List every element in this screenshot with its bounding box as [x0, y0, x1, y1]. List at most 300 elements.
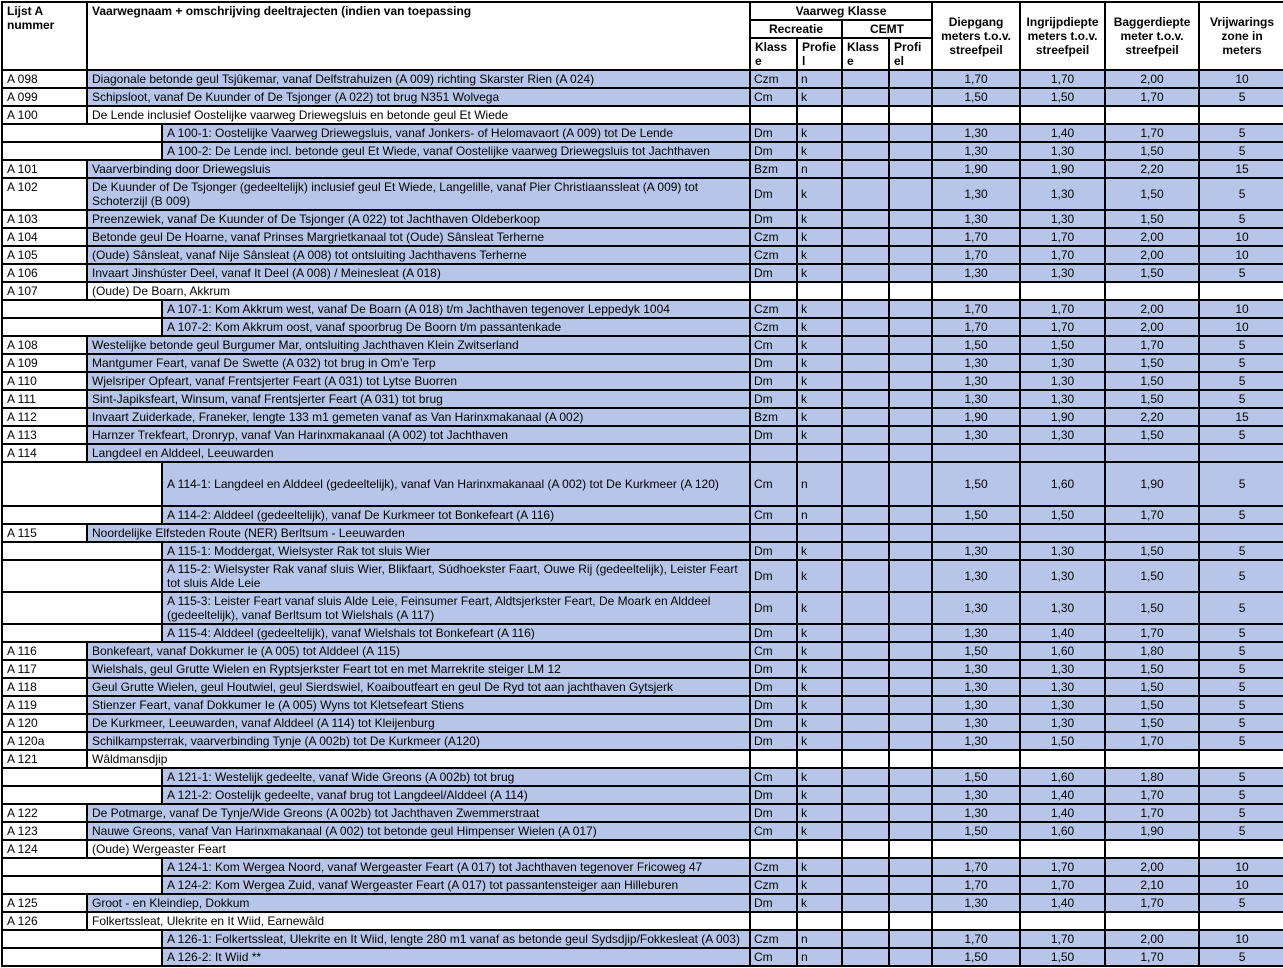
- cell-cemt-klasse: [842, 624, 889, 642]
- cell-cemt-profiel: [889, 542, 932, 560]
- cell-description: A 100-1: Oostelijke Vaarweg Driewegsluis, vanaf Jonkers- of Helomavaort (A 009) tot De Lende: [162, 124, 750, 142]
- cell-ingrijpdiepte: 1,50: [1020, 732, 1105, 750]
- cell-cemt-profiel: [889, 462, 932, 506]
- cell-cemt-profiel: [889, 894, 932, 912]
- cell-cemt-profiel: [889, 70, 932, 88]
- column-header-lijst-a-nummer: Lijst A nummer: [2, 2, 87, 70]
- cell-cemt-klasse: [842, 444, 889, 462]
- table-row: [2, 858, 1283, 876]
- table-row: [2, 696, 1283, 714]
- cell-ingrijpdiepte: 1,50: [1020, 506, 1105, 524]
- cell-diepgang: 1,50: [932, 642, 1020, 660]
- header-row-1: [2, 2, 1283, 20]
- cell-cemt-klasse: [842, 894, 889, 912]
- cell-recreatie-klasse: Czm: [750, 228, 797, 246]
- cell-nummer: A 113: [2, 426, 87, 444]
- cell-recreatie-klasse: Cm: [750, 642, 797, 660]
- cell-vrijwaringszone: 5: [1199, 88, 1283, 106]
- cell-recreatie-profiel: k: [797, 88, 842, 106]
- cell-vrijwaringszone: 10: [1199, 876, 1283, 894]
- cell-recreatie-profiel: k: [797, 142, 842, 160]
- cell-ingrijpdiepte: 1,40: [1020, 804, 1105, 822]
- cell-vrijwaringszone: 5: [1199, 336, 1283, 354]
- cell-recreatie-klasse: Dm: [750, 732, 797, 750]
- cell-baggerdiepte: 2,00: [1105, 228, 1199, 246]
- cell-recreatie-klasse: Czm: [750, 70, 797, 88]
- cell-recreatie-klasse: [750, 106, 797, 124]
- cell-diepgang: 1,90: [932, 160, 1020, 178]
- cell-diepgang: 1,30: [932, 696, 1020, 714]
- cell-cemt-profiel: [889, 426, 932, 444]
- cell-recreatie-klasse: Czm: [750, 930, 797, 948]
- cell-description: Wjelsriper Opfeart, vanaf Frentsjerter Feart (A 031) tot Lytse Buorren: [87, 372, 750, 390]
- cell-cemt-klasse: [842, 390, 889, 408]
- cell-recreatie-profiel: k: [797, 592, 842, 624]
- column-header-vaarwegnaam: Vaarwegnaam + omschrijving deeltrajecten (indien van toepassing: [87, 2, 750, 70]
- cell-recreatie-klasse: Czm: [750, 876, 797, 894]
- cell-recreatie-klasse: Dm: [750, 142, 797, 160]
- cell-vrijwaringszone: [1199, 524, 1283, 542]
- cell-cemt-profiel: [889, 660, 932, 678]
- column-header-cemt: CEMT: [842, 20, 932, 38]
- cell-ingrijpdiepte: 1,50: [1020, 88, 1105, 106]
- table-row: [2, 678, 1283, 696]
- cell-ingrijpdiepte: 1,60: [1020, 642, 1105, 660]
- cell-cemt-profiel: [889, 930, 932, 948]
- cell-cemt-klasse: [842, 660, 889, 678]
- cell-cemt-profiel: [889, 506, 932, 524]
- cell-recreatie-profiel: k: [797, 858, 842, 876]
- table-row: [2, 264, 1283, 282]
- cell-ingrijpdiepte: 1,40: [1020, 894, 1105, 912]
- cell-baggerdiepte: 1,50: [1105, 592, 1199, 624]
- cell-vrijwaringszone: 5: [1199, 642, 1283, 660]
- cell-vrijwaringszone: [1199, 282, 1283, 300]
- cell-cemt-profiel: [889, 106, 932, 124]
- cell-vrijwaringszone: 5: [1199, 264, 1283, 282]
- cell-ingrijpdiepte: 1,30: [1020, 142, 1105, 160]
- cell-ingrijpdiepte: 1,40: [1020, 124, 1105, 142]
- cell-vrijwaringszone: [1199, 444, 1283, 462]
- column-header-recreatie-klasse: Klasse: [750, 38, 797, 70]
- cell-ingrijpdiepte: 1,30: [1020, 714, 1105, 732]
- cell-cemt-profiel: [889, 282, 932, 300]
- cell-cemt-profiel: [889, 750, 932, 768]
- cell-nummer: A 111: [2, 390, 87, 408]
- cell-nummer: A 110: [2, 372, 87, 390]
- cell-cemt-klasse: [842, 210, 889, 228]
- table-row: [2, 228, 1283, 246]
- table-row: [2, 912, 1283, 930]
- cell-ingrijpdiepte: 1,30: [1020, 660, 1105, 678]
- cell-baggerdiepte: 1,70: [1105, 336, 1199, 354]
- cell-baggerdiepte: 2,10: [1105, 876, 1199, 894]
- cell-nummer: A 120: [2, 714, 87, 732]
- cell-recreatie-profiel: k: [797, 354, 842, 372]
- cell-ingrijpdiepte: 1,30: [1020, 696, 1105, 714]
- cell-description: De Kurkmeer, Leeuwarden, vanaf Alddeel (A 114) tot Kleijenburg: [87, 714, 750, 732]
- column-header-vaarweg-klasse: Vaarweg Klasse: [750, 2, 932, 20]
- cell-diepgang: [932, 840, 1020, 858]
- cell-description: Noordelijke Elfsteden Route (NER) Berltsum - Leeuwarden: [87, 524, 750, 542]
- cell-nummer: [2, 592, 162, 624]
- cell-cemt-profiel: [889, 678, 932, 696]
- cell-description: A 115-1: Moddergat, Wielsyster Rak tot sluis Wier: [162, 542, 750, 560]
- cell-nummer: [2, 560, 162, 592]
- cell-baggerdiepte: 1,80: [1105, 768, 1199, 786]
- cell-cemt-klasse: [842, 462, 889, 506]
- cell-vrijwaringszone: 5: [1199, 506, 1283, 524]
- cell-diepgang: 1,30: [932, 560, 1020, 592]
- cell-baggerdiepte: 1,50: [1105, 142, 1199, 160]
- cell-ingrijpdiepte: 1,50: [1020, 336, 1105, 354]
- cell-cemt-profiel: [889, 912, 932, 930]
- cell-description: Harnzer Trekfeart, Dronryp, vanaf Van Harinxmakanaal (A 002) tot Jachthaven: [87, 426, 750, 444]
- cell-ingrijpdiepte: [1020, 840, 1105, 858]
- cell-description: Folkertssleat, Ulekrite en It Wiid, Earnewâld: [87, 912, 750, 930]
- cell-diepgang: 1,70: [932, 246, 1020, 264]
- table-row: [2, 660, 1283, 678]
- cell-recreatie-profiel: [797, 840, 842, 858]
- cell-nummer: [2, 858, 162, 876]
- cell-recreatie-klasse: Dm: [750, 426, 797, 444]
- cell-ingrijpdiepte: 1,60: [1020, 768, 1105, 786]
- cell-recreatie-klasse: Cm: [750, 768, 797, 786]
- cell-recreatie-klasse: [750, 524, 797, 542]
- table-header: [2, 2, 1283, 70]
- cell-description: A 124-2: Kom Wergea Zuid, vanaf Wergeaster Feart (A 017) tot passantensteiger aan Hilleburen: [162, 876, 750, 894]
- cell-description: Preenzewiek, vanaf De Kuunder of De Tsjonger (A 022) tot Jachthaven Oldeberkoop: [87, 210, 750, 228]
- cell-vrijwaringszone: 5: [1199, 142, 1283, 160]
- cell-cemt-klasse: [842, 124, 889, 142]
- cell-recreatie-klasse: Dm: [750, 210, 797, 228]
- cell-baggerdiepte: 1,50: [1105, 426, 1199, 444]
- cell-recreatie-profiel: n: [797, 70, 842, 88]
- cell-recreatie-profiel: k: [797, 714, 842, 732]
- table-row: [2, 876, 1283, 894]
- table-row: [2, 444, 1283, 462]
- cell-description: A 121-2: Oostelijk gedeelte, vanaf brug tot Langdeel/Alddeel (A 114): [162, 786, 750, 804]
- cell-diepgang: 1,30: [932, 660, 1020, 678]
- cell-recreatie-klasse: Dm: [750, 696, 797, 714]
- cell-ingrijpdiepte: [1020, 444, 1105, 462]
- cell-nummer: A 123: [2, 822, 87, 840]
- cell-cemt-klasse: [842, 106, 889, 124]
- cell-recreatie-profiel: k: [797, 822, 842, 840]
- cell-description: Mantgumer Feart, vanaf De Swette (A 032) tot brug in Om'e Terp: [87, 354, 750, 372]
- table-row: [2, 354, 1283, 372]
- cell-ingrijpdiepte: 1,90: [1020, 408, 1105, 426]
- cell-baggerdiepte: 1,90: [1105, 462, 1199, 506]
- cell-description: Invaart Jinshúster Deel, vanaf It Deel (A 008) / Meinesleat (A 018): [87, 264, 750, 282]
- table-row: [2, 768, 1283, 786]
- cell-recreatie-klasse: Cm: [750, 336, 797, 354]
- cell-baggerdiepte: 1,70: [1105, 894, 1199, 912]
- cell-diepgang: 1,50: [932, 768, 1020, 786]
- cell-recreatie-profiel: n: [797, 948, 842, 966]
- cell-cemt-profiel: [889, 210, 932, 228]
- table-row: [2, 210, 1283, 228]
- cell-baggerdiepte: 2,00: [1105, 930, 1199, 948]
- cell-description: Wielshals, geul Grutte Wielen en Ryptsjerkster Feart tot en met Marrekrite steiger LM 12: [87, 660, 750, 678]
- cell-baggerdiepte: 2,20: [1105, 160, 1199, 178]
- cell-cemt-profiel: [889, 444, 932, 462]
- cell-ingrijpdiepte: 1,70: [1020, 300, 1105, 318]
- cell-nummer: A 121: [2, 750, 87, 768]
- cell-recreatie-klasse: Cm: [750, 462, 797, 506]
- cell-vrijwaringszone: 5: [1199, 592, 1283, 624]
- cell-cemt-profiel: [889, 300, 932, 318]
- cell-recreatie-klasse: Dm: [750, 372, 797, 390]
- cell-diepgang: [932, 444, 1020, 462]
- column-header-vrijwaringszone: Vrijwarings zone in meters: [1199, 2, 1283, 70]
- table-row: [2, 462, 1283, 506]
- table-row: [2, 372, 1283, 390]
- cell-baggerdiepte: 2,00: [1105, 246, 1199, 264]
- cell-description: Schipsloot, vanaf De Kuunder of De Tsjonger (A 022) tot brug N351 Wolvega: [87, 88, 750, 106]
- cell-nummer: A 125: [2, 894, 87, 912]
- cell-baggerdiepte: [1105, 750, 1199, 768]
- column-header-ingrijpdiepte: Ingrijpdiepte meters t.o.v. streefpeil: [1020, 2, 1105, 70]
- table-row: [2, 894, 1283, 912]
- table-row: [2, 142, 1283, 160]
- cell-description: Wâldmansdjip: [87, 750, 750, 768]
- cell-nummer: A 107: [2, 282, 87, 300]
- cell-vrijwaringszone: 5: [1199, 624, 1283, 642]
- cell-diepgang: 1,70: [932, 318, 1020, 336]
- cell-nummer: A 103: [2, 210, 87, 228]
- cell-diepgang: 1,30: [932, 714, 1020, 732]
- cell-nummer: A 124: [2, 840, 87, 858]
- cell-recreatie-profiel: [797, 106, 842, 124]
- cell-ingrijpdiepte: 1,90: [1020, 160, 1105, 178]
- cell-description: A 107-1: Kom Akkrum west, vanaf De Boarn (A 018) t/m Jachthaven tegenover Leppedyk 1004: [162, 300, 750, 318]
- cell-nummer: A 105: [2, 246, 87, 264]
- cell-vrijwaringszone: 5: [1199, 786, 1283, 804]
- table-row: [2, 542, 1283, 560]
- cell-recreatie-klasse: Dm: [750, 660, 797, 678]
- cell-cemt-klasse: [842, 678, 889, 696]
- cell-nummer: A 100: [2, 106, 87, 124]
- cell-recreatie-klasse: Bzm: [750, 160, 797, 178]
- cell-cemt-profiel: [889, 390, 932, 408]
- cell-baggerdiepte: 1,70: [1105, 124, 1199, 142]
- cell-cemt-profiel: [889, 714, 932, 732]
- cell-cemt-profiel: [889, 142, 932, 160]
- cell-diepgang: 1,30: [932, 142, 1020, 160]
- cell-vrijwaringszone: [1199, 840, 1283, 858]
- cell-baggerdiepte: 1,80: [1105, 642, 1199, 660]
- cell-cemt-profiel: [889, 876, 932, 894]
- cell-baggerdiepte: 1,70: [1105, 506, 1199, 524]
- cell-recreatie-profiel: k: [797, 642, 842, 660]
- cell-recreatie-klasse: Dm: [750, 178, 797, 210]
- cell-cemt-profiel: [889, 354, 932, 372]
- cell-description: Vaarverbinding door Driewegsluis: [87, 160, 750, 178]
- cell-diepgang: 1,50: [932, 336, 1020, 354]
- cell-diepgang: 1,70: [932, 70, 1020, 88]
- cell-cemt-klasse: [842, 178, 889, 210]
- cell-diepgang: 1,30: [932, 786, 1020, 804]
- cell-nummer: A 099: [2, 88, 87, 106]
- cell-cemt-klasse: [842, 840, 889, 858]
- cell-description: A 100-2: De Lende incl. betonde geul Et Wiede, vanaf Oostelijke vaarweg Driewegsluis tot Jachthaven: [162, 142, 750, 160]
- cell-diepgang: 1,50: [932, 948, 1020, 966]
- cell-nummer: A 098: [2, 70, 87, 88]
- table-row: [2, 88, 1283, 106]
- cell-cemt-klasse: [842, 732, 889, 750]
- cell-description: De Lende inclusief Oostelijke vaarweg Driewegsluis en betonde geul Et Wiede: [87, 106, 750, 124]
- cell-ingrijpdiepte: 1,30: [1020, 264, 1105, 282]
- cell-baggerdiepte: 1,50: [1105, 660, 1199, 678]
- table-row: [2, 804, 1283, 822]
- cell-vrijwaringszone: 5: [1199, 426, 1283, 444]
- cell-baggerdiepte: [1105, 444, 1199, 462]
- cell-diepgang: [932, 912, 1020, 930]
- cell-recreatie-klasse: Cm: [750, 506, 797, 524]
- cell-cemt-profiel: [889, 768, 932, 786]
- cell-description: A 115-4: Alddeel (gedeeltelijk), vanaf Wielshals tot Bonkefeart (A 116): [162, 624, 750, 642]
- cell-recreatie-profiel: [797, 282, 842, 300]
- cell-recreatie-klasse: Cm: [750, 822, 797, 840]
- cell-recreatie-klasse: Dm: [750, 592, 797, 624]
- table-row: [2, 178, 1283, 210]
- cell-baggerdiepte: 2,20: [1105, 408, 1199, 426]
- cell-diepgang: 1,30: [932, 894, 1020, 912]
- cell-vrijwaringszone: 5: [1199, 372, 1283, 390]
- cell-vrijwaringszone: 10: [1199, 318, 1283, 336]
- cell-description: Groot - en Kleindiep, Dokkum: [87, 894, 750, 912]
- table-row: [2, 246, 1283, 264]
- cell-recreatie-klasse: Cm: [750, 88, 797, 106]
- cell-cemt-profiel: [889, 124, 932, 142]
- cell-vrijwaringszone: 10: [1199, 930, 1283, 948]
- cell-recreatie-klasse: [750, 912, 797, 930]
- cell-nummer: A 120a: [2, 732, 87, 750]
- cell-recreatie-klasse: Dm: [750, 390, 797, 408]
- cell-vrijwaringszone: 5: [1199, 732, 1283, 750]
- table-row: [2, 714, 1283, 732]
- cell-ingrijpdiepte: 1,30: [1020, 542, 1105, 560]
- cell-recreatie-profiel: k: [797, 876, 842, 894]
- cell-cemt-profiel: [889, 178, 932, 210]
- cell-recreatie-profiel: k: [797, 336, 842, 354]
- cell-diepgang: 1,90: [932, 408, 1020, 426]
- cell-cemt-profiel: [889, 372, 932, 390]
- cell-nummer: [2, 624, 162, 642]
- cell-ingrijpdiepte: 1,40: [1020, 624, 1105, 642]
- table-row: [2, 750, 1283, 768]
- cell-vrijwaringszone: 10: [1199, 70, 1283, 88]
- table-row: [2, 948, 1283, 966]
- cell-diepgang: [932, 282, 1020, 300]
- table-row: [2, 840, 1283, 858]
- cell-description: Langdeel en Alddeel, Leeuwarden: [87, 444, 750, 462]
- cell-cemt-profiel: [889, 336, 932, 354]
- cell-cemt-profiel: [889, 642, 932, 660]
- cell-baggerdiepte: [1105, 524, 1199, 542]
- cell-recreatie-klasse: Czm: [750, 858, 797, 876]
- cell-recreatie-klasse: Dm: [750, 624, 797, 642]
- cell-recreatie-profiel: k: [797, 390, 842, 408]
- cell-recreatie-profiel: k: [797, 228, 842, 246]
- cell-description: A 126-2: It Wiid **: [162, 948, 750, 966]
- cell-cemt-klasse: [842, 542, 889, 560]
- column-header-cemt-klasse: Klasse: [842, 38, 889, 70]
- cell-cemt-klasse: [842, 750, 889, 768]
- cell-baggerdiepte: [1105, 106, 1199, 124]
- cell-nummer: A 118: [2, 678, 87, 696]
- cell-recreatie-profiel: k: [797, 264, 842, 282]
- cell-nummer: A 119: [2, 696, 87, 714]
- cell-diepgang: [932, 524, 1020, 542]
- cell-recreatie-profiel: k: [797, 560, 842, 592]
- cell-baggerdiepte: 1,70: [1105, 804, 1199, 822]
- table-row: [2, 930, 1283, 948]
- cell-cemt-profiel: [889, 318, 932, 336]
- cell-cemt-klasse: [842, 506, 889, 524]
- table-row: [2, 524, 1283, 542]
- cell-ingrijpdiepte: 1,30: [1020, 372, 1105, 390]
- cell-vrijwaringszone: 10: [1199, 858, 1283, 876]
- cell-recreatie-klasse: Dm: [750, 542, 797, 560]
- cell-nummer: A 104: [2, 228, 87, 246]
- cell-recreatie-profiel: k: [797, 768, 842, 786]
- cell-cemt-klasse: [842, 282, 889, 300]
- cell-nummer: [2, 124, 162, 142]
- table-row: [2, 336, 1283, 354]
- cell-nummer: A 106: [2, 264, 87, 282]
- cell-cemt-profiel: [889, 160, 932, 178]
- cell-cemt-klasse: [842, 70, 889, 88]
- cell-description: A 124-1: Kom Wergea Noord, vanaf Wergeaster Feart (A 017) tot Jachthaven tegenover Fricoweg 47: [162, 858, 750, 876]
- cell-nummer: [2, 462, 162, 506]
- cell-description: A 126-1: Folkertssleat, Ulekrite en It Wiid, lengte 280 m1 vanaf as betonde geul Sydsdjip/Fokkesleat (A 003): [162, 930, 750, 948]
- table-row: [2, 282, 1283, 300]
- cell-baggerdiepte: 1,50: [1105, 372, 1199, 390]
- cell-cemt-klasse: [842, 336, 889, 354]
- cell-nummer: [2, 768, 162, 786]
- cell-cemt-klasse: [842, 142, 889, 160]
- cell-description: De Potmarge, vanaf De Tynje/Wide Greons (A 002b) tot Jachthaven Zwemmerstraat: [87, 804, 750, 822]
- cell-diepgang: 1,30: [932, 678, 1020, 696]
- cell-nummer: [2, 506, 162, 524]
- cell-cemt-klasse: [842, 524, 889, 542]
- cell-cemt-klasse: [842, 804, 889, 822]
- cell-baggerdiepte: 1,70: [1105, 786, 1199, 804]
- table-row: [2, 300, 1283, 318]
- cell-vrijwaringszone: 5: [1199, 210, 1283, 228]
- cell-baggerdiepte: 2,00: [1105, 300, 1199, 318]
- cell-description: Stienzer Feart, vanaf Dokkumer Ie (A 005) Wyns tot Kletsefeart Stiens: [87, 696, 750, 714]
- cell-cemt-profiel: [889, 840, 932, 858]
- table-row: [2, 732, 1283, 750]
- table-row: [2, 408, 1283, 426]
- cell-vrijwaringszone: 5: [1199, 804, 1283, 822]
- cell-nummer: [2, 318, 162, 336]
- cell-nummer: A 122: [2, 804, 87, 822]
- table-row: [2, 318, 1283, 336]
- cell-nummer: [2, 300, 162, 318]
- vaarwegen-table: [1, 1, 1283, 967]
- cell-ingrijpdiepte: 1,30: [1020, 210, 1105, 228]
- cell-cemt-klasse: [842, 592, 889, 624]
- cell-cemt-klasse: [842, 714, 889, 732]
- cell-diepgang: 1,30: [932, 804, 1020, 822]
- cell-ingrijpdiepte: 1,70: [1020, 70, 1105, 88]
- cell-nummer: A 115: [2, 524, 87, 542]
- cell-baggerdiepte: 1,70: [1105, 732, 1199, 750]
